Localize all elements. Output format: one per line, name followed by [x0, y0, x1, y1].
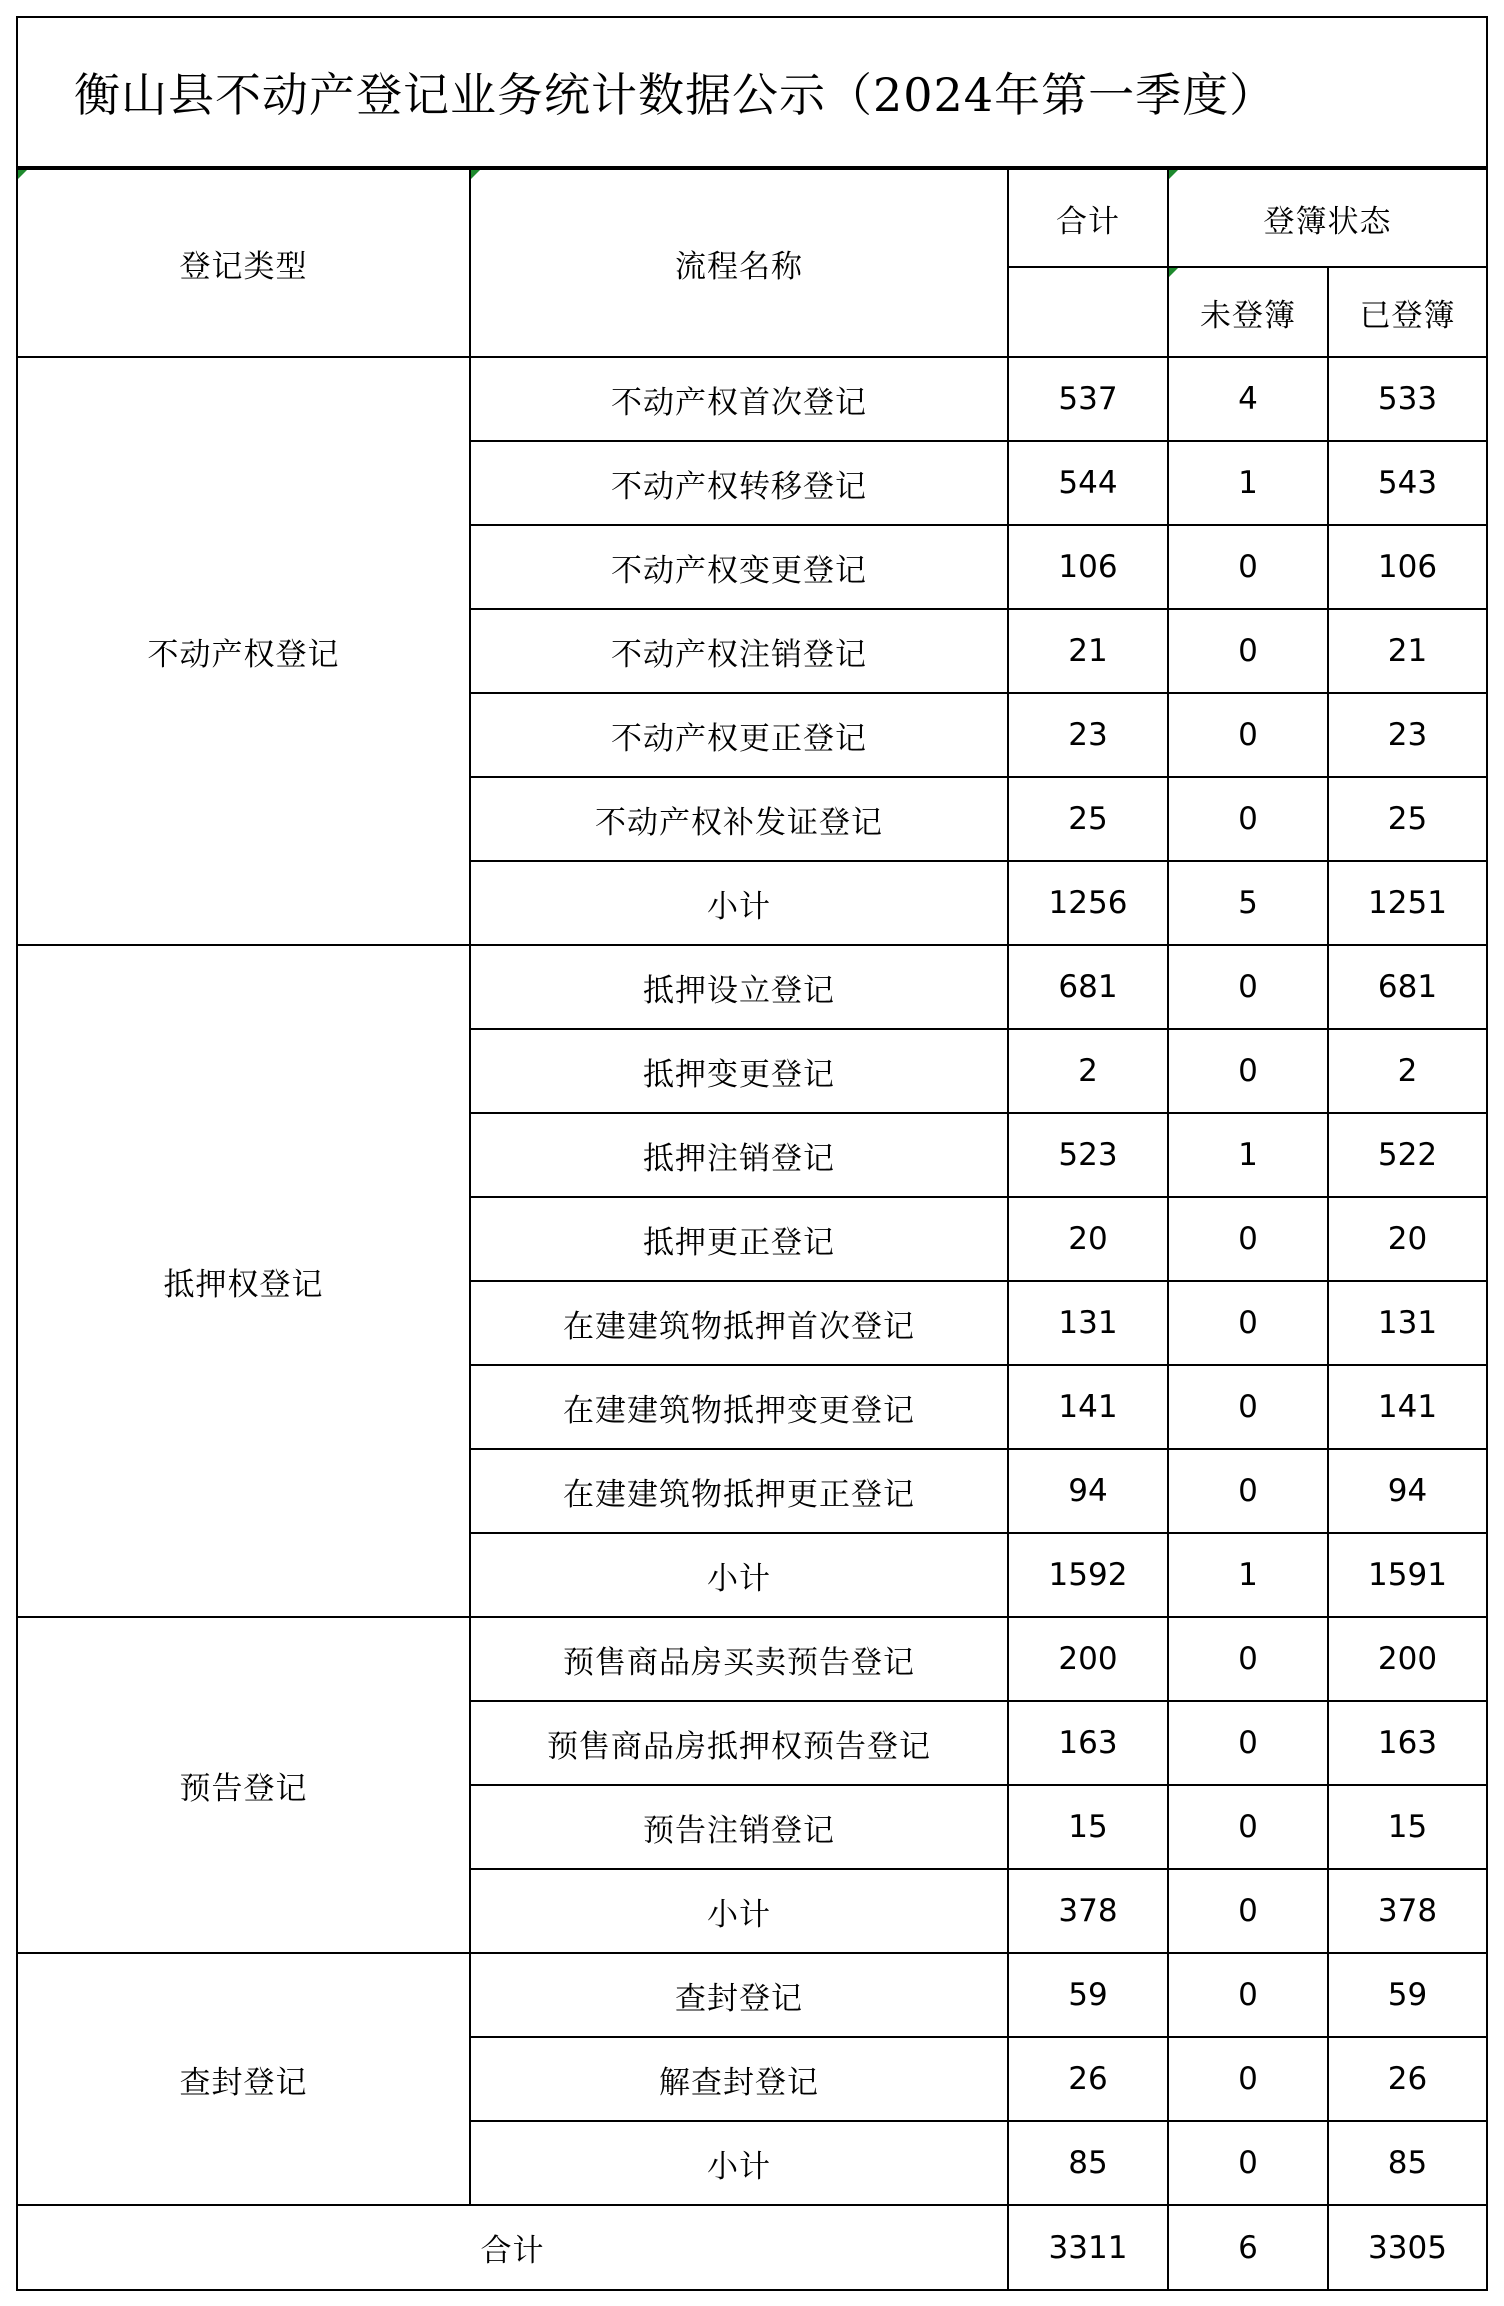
unregistered-cell: 0 — [1168, 1281, 1328, 1365]
process-name-cell: 预告注销登记 — [470, 1785, 1008, 1869]
total-cell: 544 — [1008, 441, 1168, 525]
unregistered-cell: 0 — [1168, 693, 1328, 777]
total-cell: 106 — [1008, 525, 1168, 609]
total-cell: 59 — [1008, 1953, 1168, 2037]
unregistered-cell: 0 — [1168, 2037, 1328, 2121]
registered-cell: 543 — [1328, 441, 1486, 525]
registered-cell: 163 — [1328, 1701, 1486, 1785]
header-row — [18, 169, 1486, 267]
registered-cell: 94 — [1328, 1449, 1486, 1533]
total-cell: 85 — [1008, 2121, 1168, 2205]
header-unregistered: 未登簿 — [1168, 267, 1328, 357]
process-name-cell: 不动产权更正登记 — [470, 693, 1008, 777]
registration-type-cell: 查封登记 — [18, 1953, 470, 2205]
unregistered-cell: 0 — [1168, 609, 1328, 693]
unregistered-cell: 0 — [1168, 1953, 1328, 2037]
process-name-cell: 不动产权变更登记 — [470, 525, 1008, 609]
table-row — [18, 945, 1486, 1029]
registration-type-cell: 预告登记 — [18, 1617, 470, 1953]
process-name-cell: 不动产权补发证登记 — [470, 777, 1008, 861]
registered-cell: 15 — [1328, 1785, 1486, 1869]
process-name-cell: 小计 — [470, 2121, 1008, 2205]
process-name-cell: 预售商品房抵押权预告登记 — [470, 1701, 1008, 1785]
total-cell: 94 — [1008, 1449, 1168, 1533]
process-name-cell: 小计 — [470, 861, 1008, 945]
registered-cell: 26 — [1328, 2037, 1486, 2121]
registered-cell: 2 — [1328, 1029, 1486, 1113]
registration-type-cell: 抵押权登记 — [18, 945, 470, 1617]
unregistered-cell: 5 — [1168, 861, 1328, 945]
process-name-cell: 抵押设立登记 — [470, 945, 1008, 1029]
registered-cell: 59 — [1328, 1953, 1486, 2037]
unregistered-cell: 0 — [1168, 777, 1328, 861]
total-cell: 131 — [1008, 1281, 1168, 1365]
header-total: 合计 — [1008, 169, 1168, 267]
unregistered-cell: 0 — [1168, 1449, 1328, 1533]
total-cell: 15 — [1008, 1785, 1168, 1869]
registered-cell: 200 — [1328, 1617, 1486, 1701]
page-title: 衡山县不动产登记业务统计数据公示（2024年第一季度） — [18, 18, 1486, 168]
header-process-name: 流程名称 — [470, 169, 1008, 357]
grand-total-cell: 3311 — [1008, 2205, 1168, 2289]
table-row — [18, 1617, 1486, 1701]
registered-cell: 1251 — [1328, 861, 1486, 945]
total-cell: 21 — [1008, 609, 1168, 693]
registered-cell: 20 — [1328, 1197, 1486, 1281]
process-name-cell: 在建建筑物抵押变更登记 — [470, 1365, 1008, 1449]
process-name-cell: 抵押更正登记 — [470, 1197, 1008, 1281]
unregistered-cell: 0 — [1168, 1029, 1328, 1113]
process-name-cell: 不动产权首次登记 — [470, 357, 1008, 441]
registered-cell: 106 — [1328, 525, 1486, 609]
total-cell: 26 — [1008, 2037, 1168, 2121]
registration-type-cell: 不动产权登记 — [18, 357, 470, 945]
process-name-cell: 小计 — [470, 1533, 1008, 1617]
registered-cell: 85 — [1328, 2121, 1486, 2205]
total-cell: 20 — [1008, 1197, 1168, 1281]
statistics-table — [18, 168, 1486, 2289]
total-cell: 1256 — [1008, 861, 1168, 945]
unregistered-cell: 4 — [1168, 357, 1328, 441]
header-registration-status: 登簿状态 — [1168, 169, 1486, 267]
unregistered-cell: 0 — [1168, 1197, 1328, 1281]
total-cell: 681 — [1008, 945, 1168, 1029]
registered-cell: 681 — [1328, 945, 1486, 1029]
process-name-cell: 查封登记 — [470, 1953, 1008, 2037]
registered-cell: 522 — [1328, 1113, 1486, 1197]
registered-cell: 21 — [1328, 609, 1486, 693]
process-name-cell: 解查封登记 — [470, 2037, 1008, 2121]
process-name-cell: 在建建筑物抵押更正登记 — [470, 1449, 1008, 1533]
total-cell: 23 — [1008, 693, 1168, 777]
table-row — [18, 357, 1486, 441]
registered-cell: 378 — [1328, 1869, 1486, 1953]
unregistered-cell: 0 — [1168, 1617, 1328, 1701]
unregistered-cell: 1 — [1168, 1533, 1328, 1617]
total-cell: 537 — [1008, 357, 1168, 441]
unregistered-cell: 0 — [1168, 1869, 1328, 1953]
process-name-cell: 抵押注销登记 — [470, 1113, 1008, 1197]
total-cell: 200 — [1008, 1617, 1168, 1701]
total-cell: 378 — [1008, 1869, 1168, 1953]
process-name-cell: 抵押变更登记 — [470, 1029, 1008, 1113]
process-name-cell: 预售商品房买卖预告登记 — [470, 1617, 1008, 1701]
total-cell: 523 — [1008, 1113, 1168, 1197]
process-name-cell: 在建建筑物抵押首次登记 — [470, 1281, 1008, 1365]
statistics-sheet — [16, 16, 1488, 2291]
unregistered-cell: 0 — [1168, 525, 1328, 609]
table-body — [18, 357, 1486, 2289]
unregistered-cell: 1 — [1168, 1113, 1328, 1197]
grand-total-registered-cell: 3305 — [1328, 2205, 1486, 2289]
registered-cell: 25 — [1328, 777, 1486, 861]
registered-cell: 131 — [1328, 1281, 1486, 1365]
header-registered: 已登簿 — [1328, 267, 1486, 357]
total-cell: 1592 — [1008, 1533, 1168, 1617]
registered-cell: 1591 — [1328, 1533, 1486, 1617]
total-cell: 163 — [1008, 1701, 1168, 1785]
unregistered-cell: 1 — [1168, 441, 1328, 525]
unregistered-cell: 0 — [1168, 1365, 1328, 1449]
total-cell: 2 — [1008, 1029, 1168, 1113]
unregistered-cell: 0 — [1168, 1785, 1328, 1869]
process-name-cell: 不动产权注销登记 — [470, 609, 1008, 693]
header-registration-type: 登记类型 — [18, 169, 470, 357]
unregistered-cell: 0 — [1168, 945, 1328, 1029]
registered-cell: 23 — [1328, 693, 1486, 777]
header-total-blank — [1008, 267, 1168, 357]
total-cell: 25 — [1008, 777, 1168, 861]
total-cell: 141 — [1008, 1365, 1168, 1449]
process-name-cell: 不动产权转移登记 — [470, 441, 1008, 525]
grand-total-unregistered-cell: 6 — [1168, 2205, 1328, 2289]
unregistered-cell: 0 — [1168, 1701, 1328, 1785]
process-name-cell: 小计 — [470, 1869, 1008, 1953]
registered-cell: 533 — [1328, 357, 1486, 441]
grand-total-row — [18, 2205, 1486, 2289]
unregistered-cell: 0 — [1168, 2121, 1328, 2205]
table-row — [18, 1953, 1486, 2037]
registered-cell: 141 — [1328, 1365, 1486, 1449]
grand-total-label: 合计 — [18, 2205, 1008, 2289]
